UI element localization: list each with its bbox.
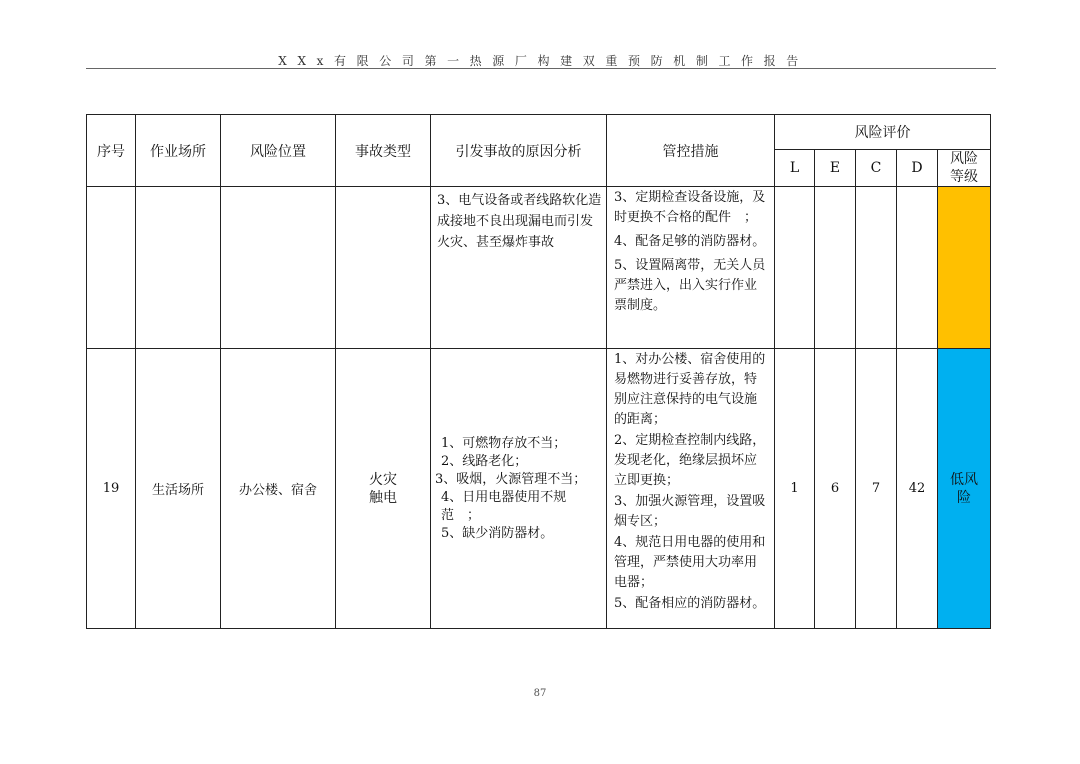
measure-item: 2、定期检查控制内线路，发现老化，绝缘层损坏应立即更换； bbox=[614, 433, 766, 488]
cell-site bbox=[136, 187, 221, 349]
cause-text: 3、电气设备或者线路软化造成接地不良出现漏电而引发火灾、甚至爆炸事故 bbox=[437, 193, 602, 250]
cell-C bbox=[856, 187, 897, 349]
cell-no: 19 bbox=[87, 349, 136, 629]
measure-item: 3、加强火源管理，设置吸烟专区； bbox=[614, 494, 766, 529]
cause-item: 1、可燃物存放不当； bbox=[441, 435, 567, 451]
header-E: E bbox=[815, 150, 856, 187]
cell-C: 7 bbox=[856, 349, 897, 629]
page-number: 87 bbox=[533, 688, 547, 699]
header-risk-evaluation: 风险评价 bbox=[775, 115, 991, 150]
cell-site: 生活场所 bbox=[136, 349, 221, 629]
risk-evaluation-table bbox=[86, 114, 991, 629]
measure-item: 4、配备足够的消防器材。 bbox=[614, 234, 766, 249]
cell-L bbox=[775, 187, 815, 349]
cell-position bbox=[221, 187, 336, 349]
accident-type-line: 火灾 bbox=[369, 471, 397, 488]
header-divider bbox=[86, 68, 996, 69]
report-header-title: X X x 有 限 公 司 第 一 热 源 厂 构 建 双 重 预 防 机 制 工 作 报 告 bbox=[278, 54, 802, 68]
measure-item: 1、对办公楼、宿舍使用的易燃物进行妥善存放，特别应注意保持的电气设施的距离； bbox=[614, 352, 766, 427]
cell-E bbox=[815, 187, 856, 349]
cell-D: 42 bbox=[897, 349, 938, 629]
cell-no bbox=[87, 187, 136, 349]
header-accident-type: 事故类型 bbox=[336, 115, 431, 187]
header-D: D bbox=[897, 150, 938, 187]
measure-item: 5、配备相应的消防器材。 bbox=[614, 596, 766, 611]
cause-item: 3、吸烟，火源管理不当； bbox=[435, 471, 587, 487]
table-row bbox=[87, 349, 991, 629]
cause-item: 5、缺少消防器材。 bbox=[441, 525, 554, 541]
cell-D bbox=[897, 187, 938, 349]
accident-type-line: 触电 bbox=[369, 489, 397, 506]
cell-control-measures bbox=[607, 349, 775, 629]
cause-item: 4、日用电器使用不规范 ； bbox=[441, 489, 567, 523]
header-C: C bbox=[856, 150, 897, 187]
header-position: 风险位置 bbox=[221, 115, 336, 187]
table-header-row bbox=[87, 115, 991, 150]
cell-control-measures bbox=[607, 187, 775, 349]
header-risk-level: 风险等级 bbox=[938, 150, 991, 187]
cell-risk-level bbox=[938, 187, 991, 349]
header-no: 序号 bbox=[87, 115, 136, 187]
measure-item: 5、设置隔离带，无关人员严禁进入，出入实行作业票制度。 bbox=[614, 258, 766, 313]
cell-L: 1 bbox=[775, 349, 815, 629]
cell-position: 办公楼、宿舍 bbox=[221, 349, 336, 629]
cell-risk-level: 低风险 bbox=[938, 349, 991, 629]
header-site: 作业场所 bbox=[136, 115, 221, 187]
cell-E: 6 bbox=[815, 349, 856, 629]
cell-cause-analysis bbox=[431, 349, 607, 629]
header-L: L bbox=[775, 150, 815, 187]
measure-item: 4、规范日用电器的使用和管理，严禁使用大功率用电器； bbox=[614, 535, 766, 590]
table-row bbox=[87, 187, 991, 349]
header-control-measures: 管控措施 bbox=[607, 115, 775, 187]
header-cause-analysis: 引发事故的原因分析 bbox=[431, 115, 607, 187]
cell-accident-type bbox=[336, 187, 431, 349]
cell-cause-analysis bbox=[431, 187, 607, 349]
cell-accident-type bbox=[336, 349, 431, 629]
cause-item: 2、线路老化； bbox=[441, 453, 528, 469]
measure-item: 3、定期检查设备设施，及时更换不合格的配件 ； bbox=[614, 190, 766, 225]
